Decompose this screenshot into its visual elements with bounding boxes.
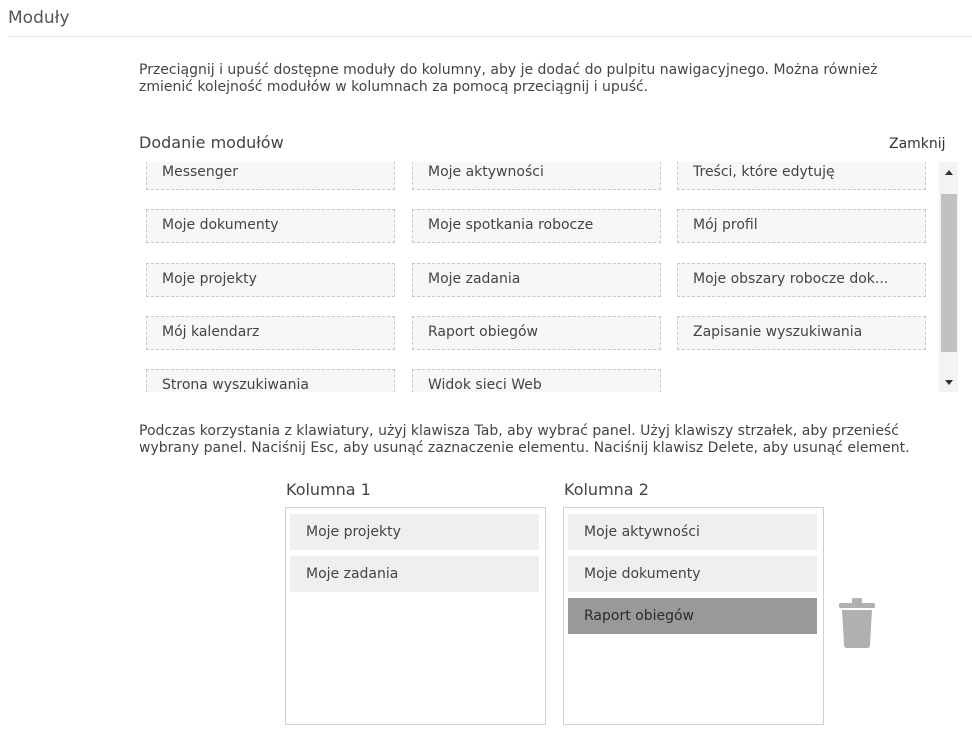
column-2-label: Kolumna 2 [564, 480, 649, 499]
module-tile[interactable]: Treści, które edytuję [677, 162, 926, 190]
picker-scrollbar[interactable] [939, 162, 958, 392]
module-picker [139, 162, 959, 392]
scroll-thumb[interactable] [941, 194, 957, 352]
page-title: Moduły [8, 8, 70, 28]
module-tile[interactable]: Moje projekty [146, 263, 395, 297]
chevron-up-icon[interactable] [939, 162, 958, 182]
column-1[interactable] [285, 507, 546, 725]
module-tile[interactable]: Raport obiegów [412, 316, 661, 350]
module-tile[interactable]: Mój profil [677, 209, 926, 243]
close-link[interactable]: Zamknij [889, 136, 946, 152]
column-2[interactable] [563, 507, 824, 725]
column-panel[interactable]: Moje aktywności [568, 514, 817, 550]
trash-icon[interactable] [838, 597, 876, 649]
module-tile[interactable]: Moje dokumenty [146, 209, 395, 243]
module-tile[interactable]: Mój kalendarz [146, 316, 395, 350]
column-panel-selected[interactable]: Raport obiegów [568, 598, 817, 634]
module-tile[interactable]: Moje obszary robocze dok... [677, 263, 926, 297]
add-modules-title: Dodanie modułów [139, 133, 284, 152]
module-tile[interactable]: Messenger [146, 162, 395, 190]
keyboard-help-text: Podczas korzystania z klawiatury, użyj klawisza Tab, aby wybrać panel. Użyj klawiszy strzałek, aby przenieść wybrany panel. Naciśnij Esc, aby usunąć zaznaczenie elementu. Naciśnij klawisz Delete, aby usunąć element. [139, 423, 910, 456]
module-tile[interactable]: Moje spotkania robocze [412, 209, 661, 243]
instructions-text: Przeciągnij i upuść dostępne moduły do kolumny, aby je dodać do pulpitu nawigacyjnego. Można również zmienić kolejność modułów w kolumnach za pomocą przeciągnij i upuść. [139, 62, 878, 95]
module-tile[interactable]: Moje zadania [412, 263, 661, 297]
module-tile[interactable]: Moje aktywności [412, 162, 661, 190]
chevron-down-icon[interactable] [939, 372, 958, 392]
title-divider [8, 36, 972, 37]
module-tile[interactable]: Widok sieci Web [412, 369, 661, 392]
column-panel[interactable]: Moje dokumenty [568, 556, 817, 592]
module-tile[interactable]: Zapisanie wyszukiwania [677, 316, 926, 350]
column-panel[interactable]: Moje projekty [290, 514, 539, 550]
column-panel[interactable]: Moje zadania [290, 556, 539, 592]
column-1-label: Kolumna 1 [286, 480, 371, 499]
module-tile[interactable]: Strona wyszukiwania [146, 369, 395, 392]
